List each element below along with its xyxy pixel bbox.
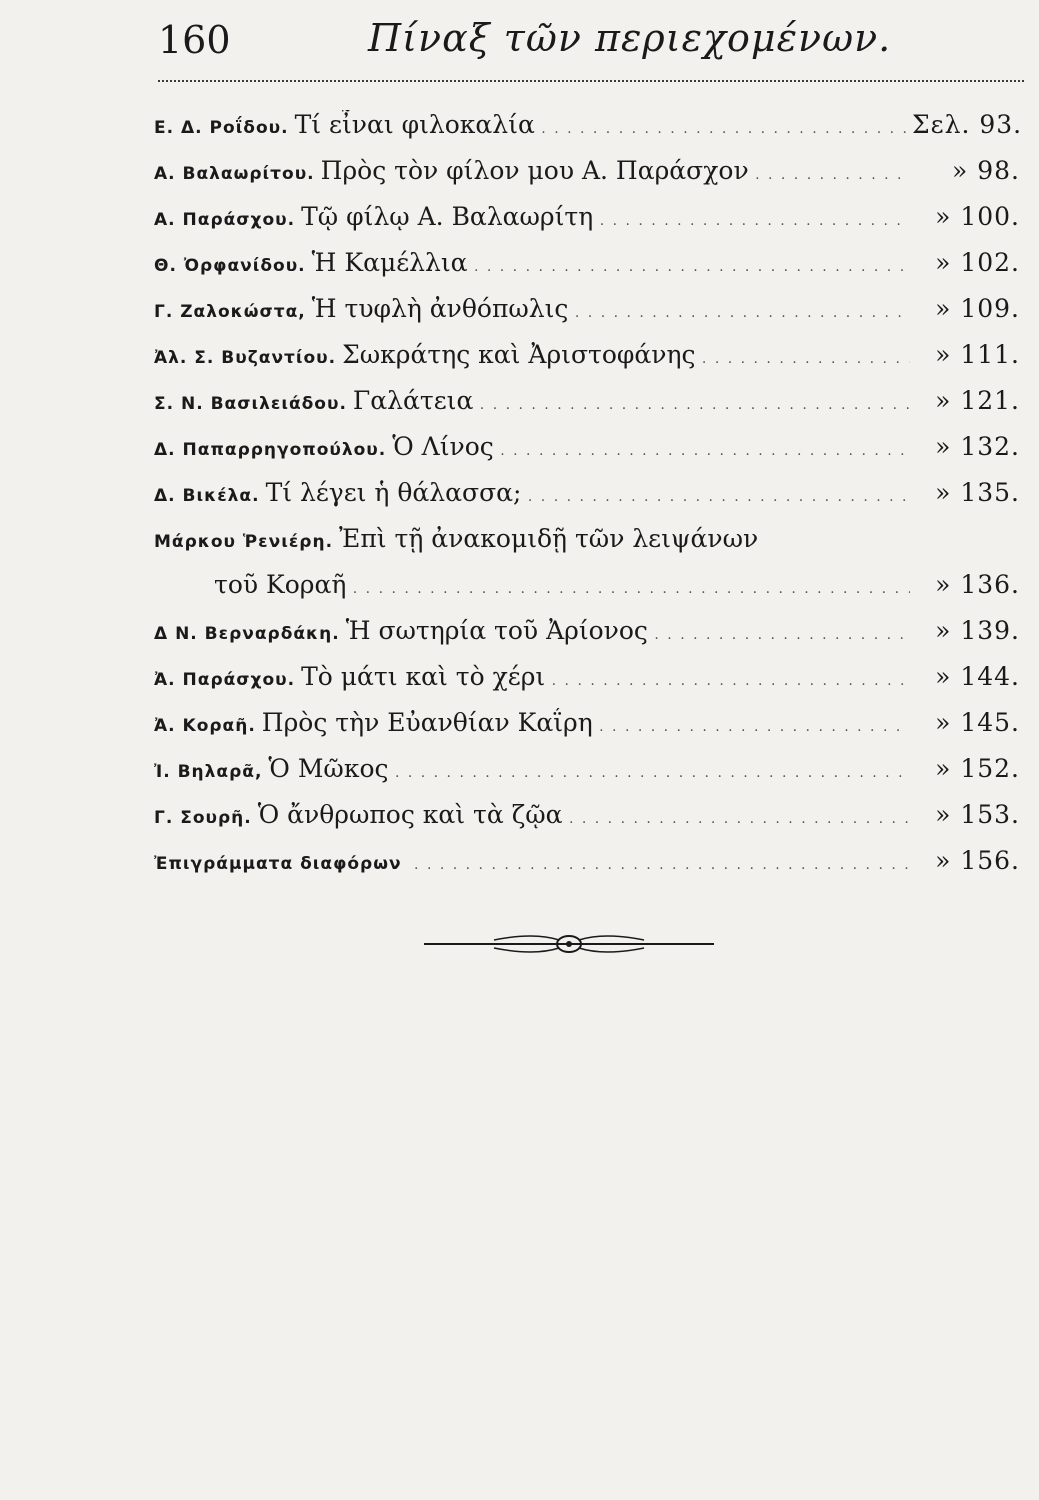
entry-author: Γ. Ζαλοκώστα, xyxy=(154,302,306,322)
entry-title: Τί εἶναι φιλοκαλία xyxy=(294,110,535,139)
toc-entry xyxy=(154,838,1020,884)
entry-author: Σ. Ν. Βασιλειάδου. xyxy=(154,394,347,414)
toc-entry xyxy=(154,194,1020,240)
entry-page: » 136. xyxy=(935,570,1020,599)
toc-entry xyxy=(154,286,1020,332)
entry-page: » 121. xyxy=(935,386,1020,415)
entry-title: Τῷ φίλῳ Α. Βαλαωρίτη xyxy=(301,202,594,231)
toc-entry xyxy=(154,700,1020,746)
entry-author: Ἀ. Παράσχου. xyxy=(154,670,296,690)
toc-entry xyxy=(154,792,1020,838)
entry-page: » 139. xyxy=(935,616,1020,645)
entry-page: » 135. xyxy=(935,478,1020,507)
entry-page: » 132. xyxy=(935,432,1020,461)
entry-title: Ἡ τυφλὴ ἀνθόπωλις xyxy=(311,294,569,323)
entry-page: Σελ. 93. xyxy=(912,110,1023,139)
page-header xyxy=(158,14,1024,70)
entry-author: Δ Ν. Βερναρδάκη. xyxy=(154,624,340,644)
entry-title: Ἐπὶ τῇ ἀνακομιδῇ τῶν λειψάνων xyxy=(339,524,759,553)
entry-title: Πρὸς τὴν Εὐανθίαν Καΐρη xyxy=(261,708,593,737)
toc-entry xyxy=(154,470,1020,516)
entry-title: τοῦ Κοραῆ xyxy=(214,570,347,599)
entry-title: Ἡ Καμέλλια xyxy=(311,248,468,277)
entry-page: » 100. xyxy=(935,202,1020,231)
entry-page: » 156. xyxy=(935,846,1020,875)
toc-entry xyxy=(154,608,1020,654)
entry-title: Ὁ ἄνθρωπος καὶ τὰ ζῷα xyxy=(257,800,563,829)
entry-page: » 102. xyxy=(935,248,1020,277)
entry-page: » 98. xyxy=(951,156,1020,185)
entry-page: » 153. xyxy=(935,800,1020,829)
entry-author: Ε. Δ. Ροΐδου. xyxy=(154,118,289,138)
toc-entry xyxy=(154,378,1020,424)
toc-entry xyxy=(154,424,1020,470)
entry-title: Πρὸς τὸν φίλον μου Α. Παράσχον xyxy=(320,156,749,185)
entry-page: » 111. xyxy=(935,340,1020,369)
entry-page: » 152. xyxy=(935,754,1020,783)
toc-entry xyxy=(154,240,1020,286)
entry-author: Ἀ. Κοραῆ. xyxy=(154,716,256,736)
toc-entry xyxy=(154,102,1023,148)
entry-title: Τὸ μάτι καὶ τὸ χέρι xyxy=(301,662,546,691)
entry-author: Ἀλ. Σ. Βυζαντίου. xyxy=(154,348,337,368)
toc-entry xyxy=(154,148,1020,194)
entry-author: Δ. Βικέλα. xyxy=(154,486,260,506)
toc-entry xyxy=(154,516,1020,562)
entry-title: Ὁ Μῶκος xyxy=(268,754,389,783)
toc-entry xyxy=(154,654,1020,700)
entry-title: Γαλάτεια xyxy=(352,386,474,415)
header-rule xyxy=(158,80,1024,82)
table-of-contents xyxy=(154,102,1023,884)
entry-title: Ἡ σωτηρία τοῦ Ἀρίονος xyxy=(345,616,648,645)
entry-title: Τί λέγει ἡ θάλασσα; xyxy=(265,478,522,507)
entry-author: Ἰ. Βηλαρᾶ, xyxy=(154,762,263,782)
page-number: 160 xyxy=(158,18,231,62)
decorative-ornament xyxy=(424,926,714,962)
running-title: Πίναξ τῶν περιεχομένων. xyxy=(368,16,892,60)
entry-title: Σωκράτης καὶ Ἀριστοφάνης xyxy=(342,340,696,369)
toc-entry xyxy=(154,332,1020,378)
toc-entry xyxy=(154,746,1020,792)
entry-title: Ὁ Λίνος xyxy=(392,432,494,461)
entry-page: » 109. xyxy=(935,294,1020,323)
entry-author: Θ. Ὀρφανίδου. xyxy=(154,256,306,276)
toc-entry xyxy=(154,562,1020,608)
entry-author: Ἐπιγράμματα διαφόρων xyxy=(154,854,402,874)
entry-author: Μάρκου Ῥενιέρη. xyxy=(154,532,334,552)
entry-page: » 145. xyxy=(935,708,1020,737)
entry-author: Γ. Σουρῆ. xyxy=(154,808,252,828)
entry-author: Α. Βαλαωρίτου. xyxy=(154,164,315,184)
entry-author: Δ. Παπαρρηγοπούλου. xyxy=(154,440,387,460)
entry-author: Α. Παράσχου. xyxy=(154,210,296,230)
entry-page: » 144. xyxy=(935,662,1020,691)
